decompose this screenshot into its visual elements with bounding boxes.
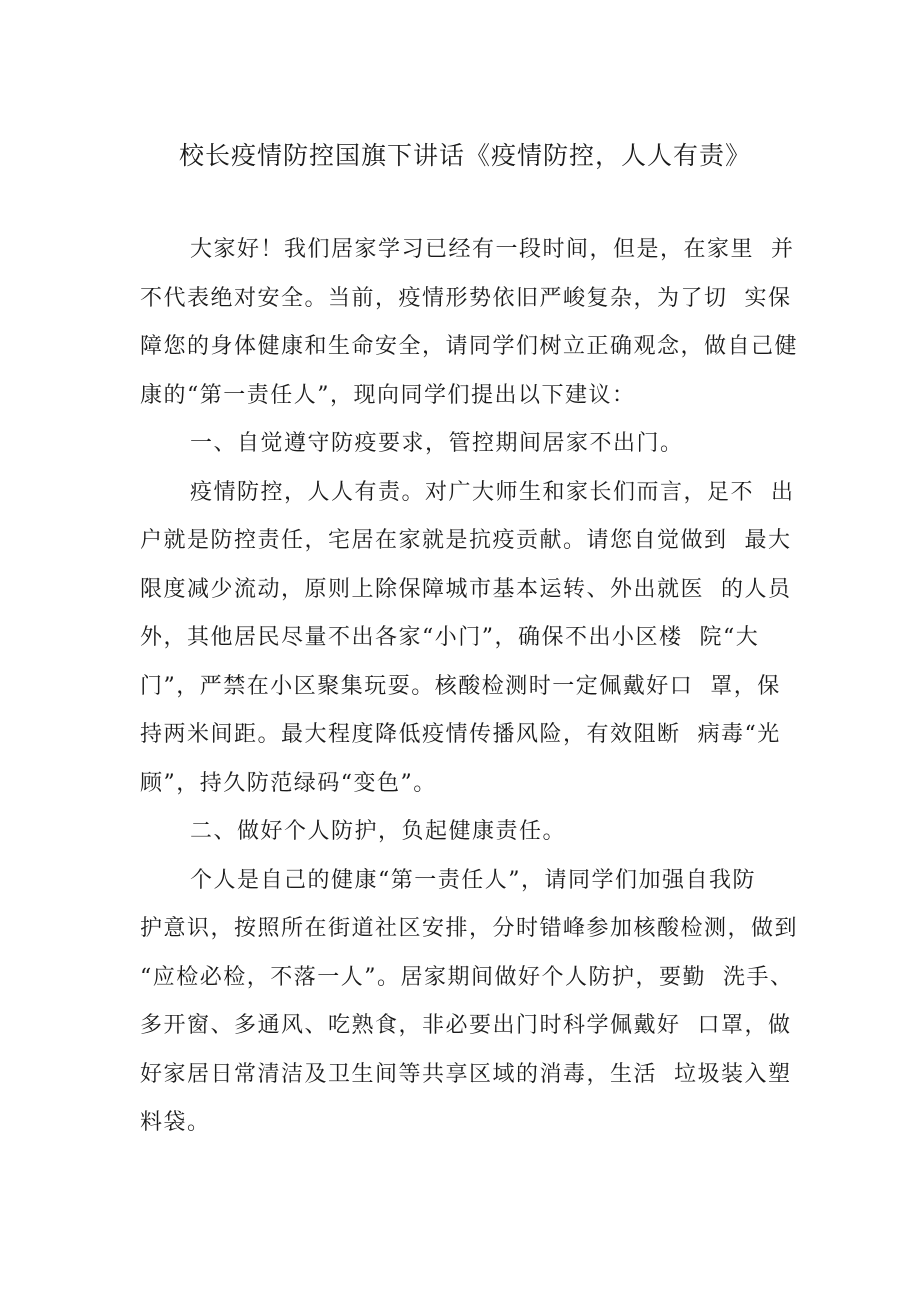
body-line: 户就是防控责任，宅居在家就是抗疫贡献。请您自觉做到 最大 xyxy=(140,528,792,553)
body-line: 不代表绝对安全。当前，疫情形势依旧严峻复杂，为了切 实保 xyxy=(140,285,792,311)
body-line: 料袋。 xyxy=(140,1110,211,1135)
section-heading-1: 一、自觉遵守防疫要求，管控期间居家不出门。 xyxy=(190,431,684,456)
body-line: 外，其他居民尽量不出各家“小门”，确保不出小区楼 院“大 xyxy=(140,625,760,650)
body-line: 好家居日常清洁及卫生间等共享区域的消毒，生活 垃圾装入塑 xyxy=(140,1061,792,1087)
body-line: 限度减少流动，原则上除保障城市基本运转、外出就医 的人员 xyxy=(140,576,792,602)
body-line: 康的“第一责任人”，现向同学们提出以下建议： xyxy=(140,382,636,408)
document-body xyxy=(140,226,799,1148)
body-line: 顾”，持久防范绿码“变色”。 xyxy=(140,770,437,796)
body-line: 护意识，按照所在街道社区安排，分时错峰参加核酸检测，做到 xyxy=(140,916,799,941)
body-line: 持两米间距。最大程度降低疫情传播风险，有效阻断 病毒“光 xyxy=(140,722,781,747)
body-line: “应检必检，不落一人”。居家期间做好个人防护，要勤 洗手、 xyxy=(140,964,794,990)
document-title: 校长疫情防控国旗下讲话《疫情防控，人人有责》 xyxy=(178,141,751,170)
body-line: 疫情防控，人人有责。对广大师生和家长们而言，足不 出 xyxy=(190,479,795,505)
body-line: 大家好！我们居家学习已经有一段时间，但是，在家里 并 xyxy=(190,237,795,262)
body-line: 障您的身体健康和生命安全，请同学们树立正确观念，做自己健 xyxy=(140,334,799,359)
body-line: 门”，严禁在小区聚集玩耍。核酸检测时一定佩戴好口 罩，保 xyxy=(140,673,781,699)
section-heading-2: 二、做好个人防护，负起健康责任。 xyxy=(190,819,567,844)
body-line: 个人是自己的健康“第一责任人”，请同学们加强自我防 xyxy=(190,867,756,893)
body-line: 多开窗、多通风、吃熟食，非必要出门时科学佩戴好 口罩，做 xyxy=(140,1013,792,1038)
